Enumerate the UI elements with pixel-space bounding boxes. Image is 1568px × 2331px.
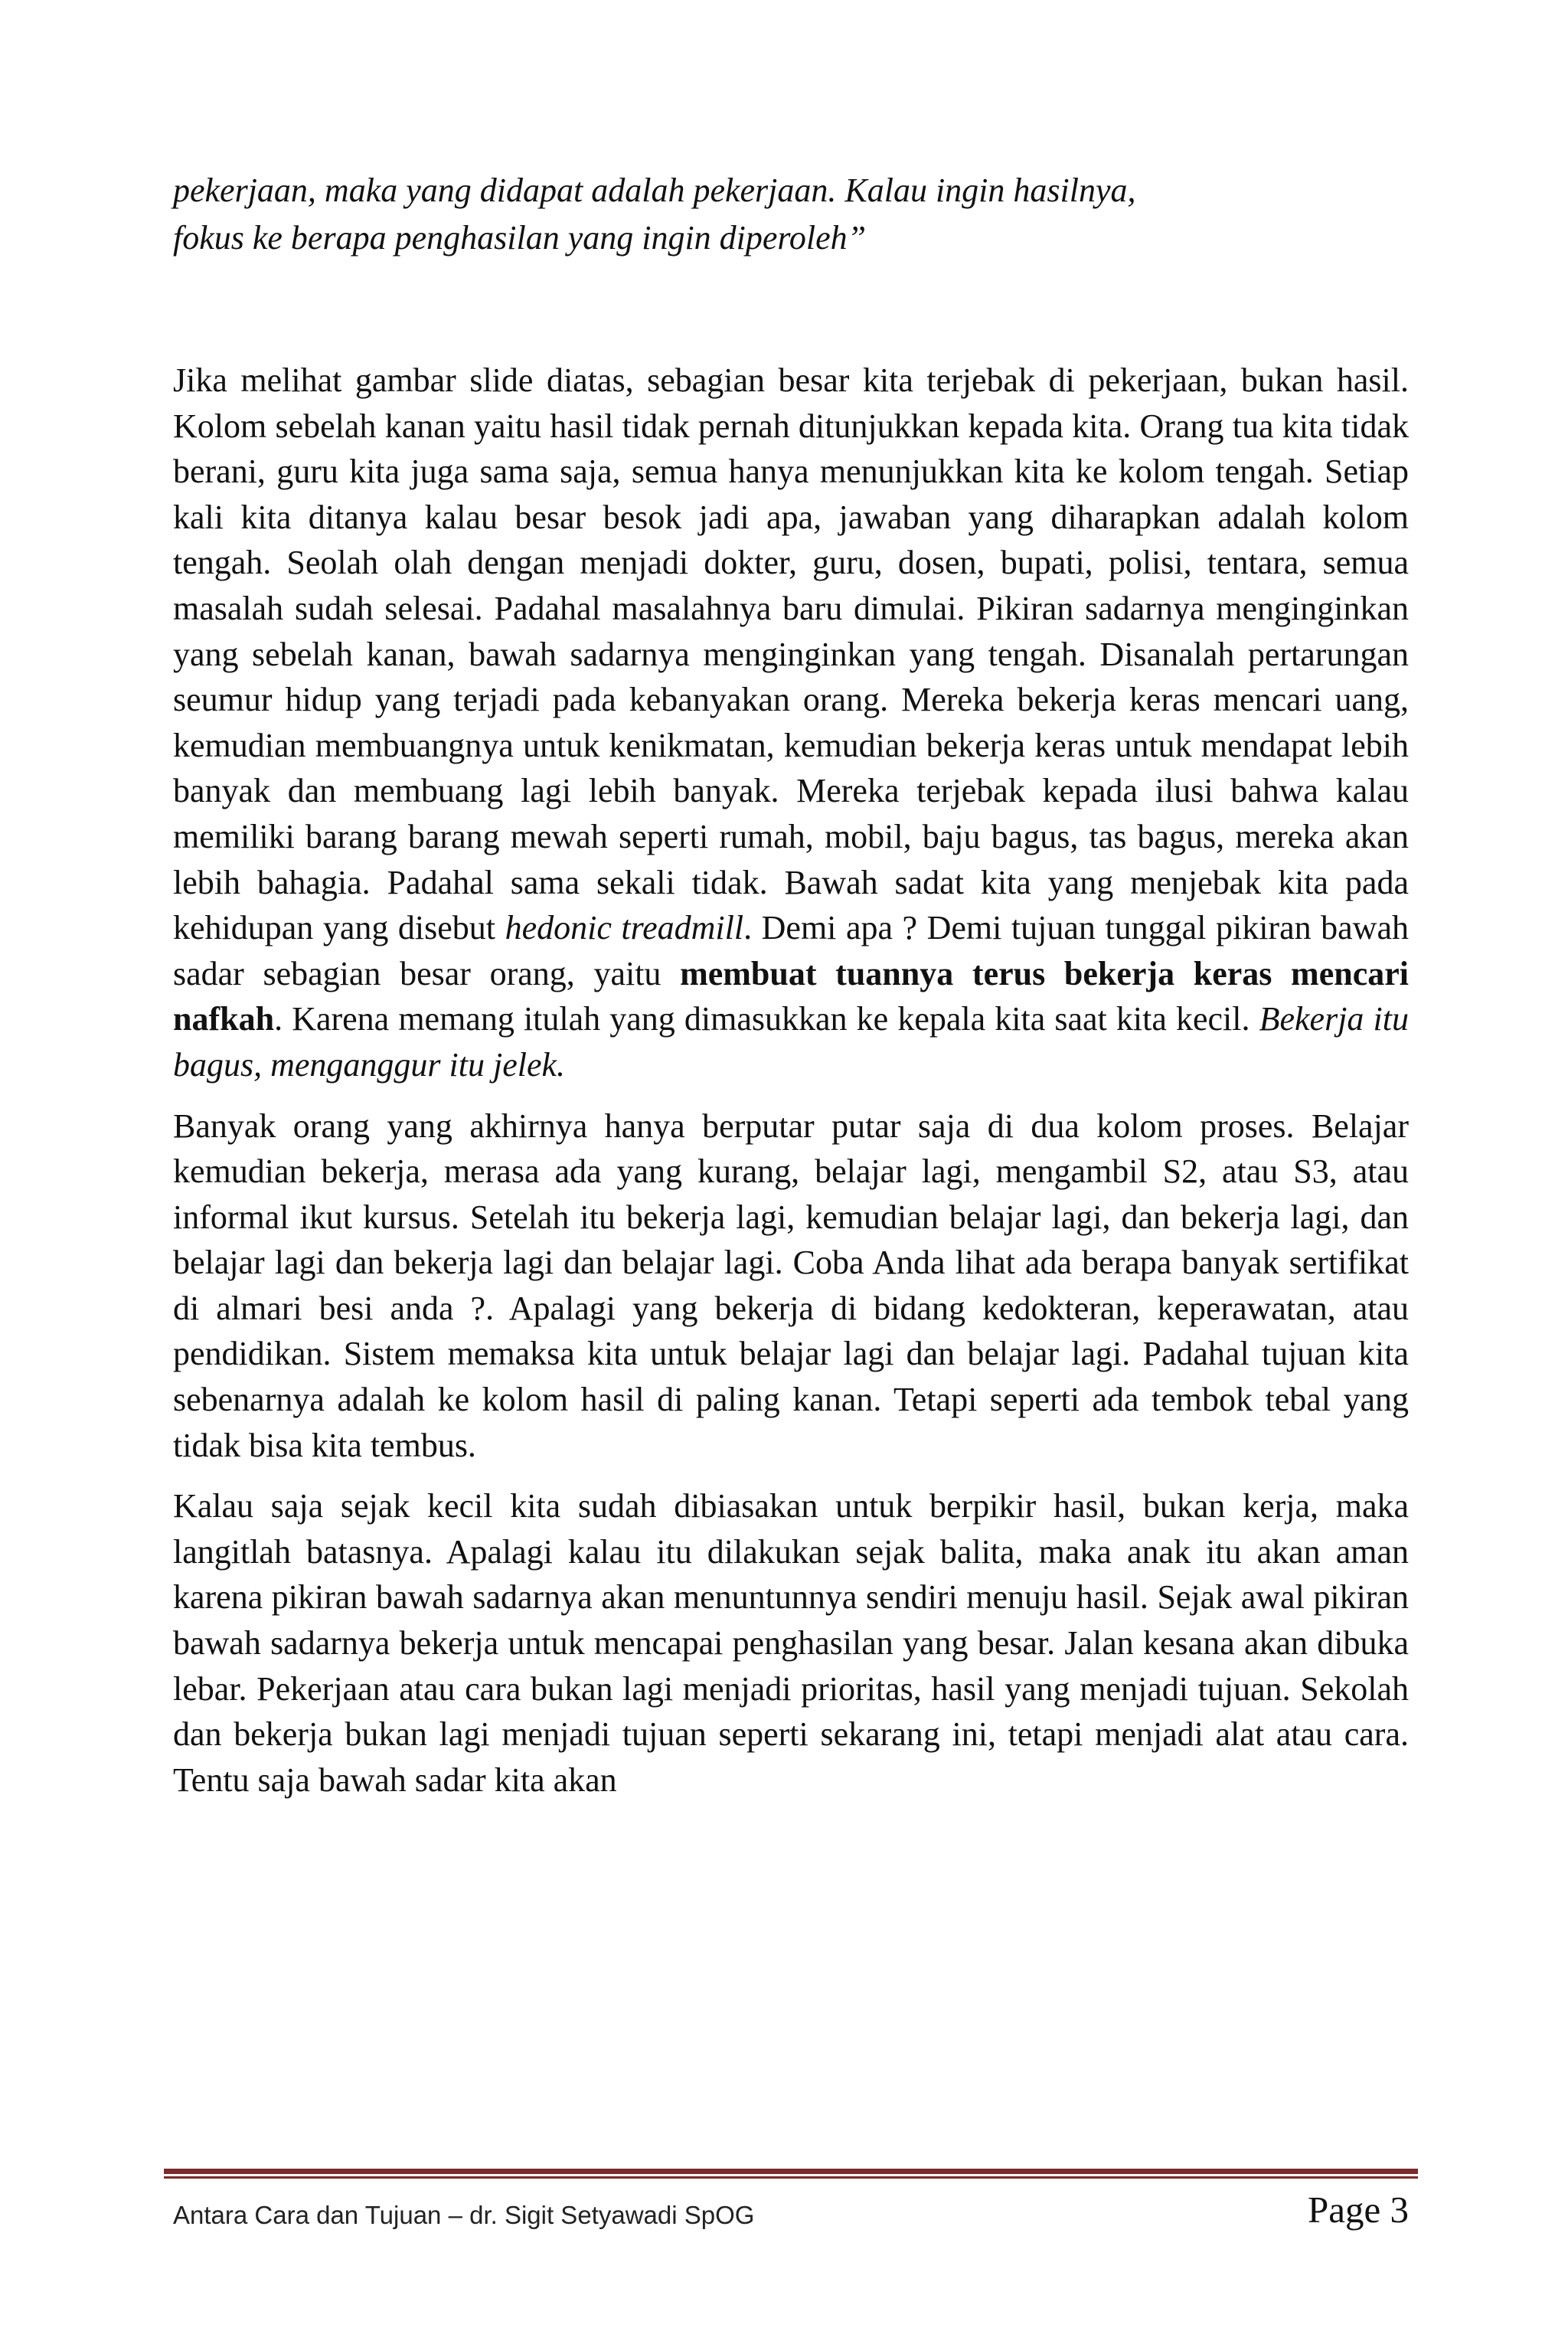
bold-phrase: membuat tuannya terus bekerja keras mencari nafkah <box>173 954 1409 1038</box>
paragraph-2: Banyak orang yang akhirnya hanya berputar putar saja di dua kolom proses. Belajar kemudian bekerja, merasa ada yang kurang, belajar lagi, mengambil S2, atau S3, atau informal ikut kursus. Setelah itu bekerja lagi, kemudian belajar lagi, dan bekerja lagi, dan belajar lagi dan bekerja lagi dan belajar lagi. Coba Anda lihat ada berapa banyak sertifikat di almari besi anda ?. Apalagi yang bekerja di bidang kedokteran, keperawatan, atau pendidikan. Sistem memaksa kita untuk belajar lagi dan belajar lagi. Padahal tujuan kita sebenarnya adalah ke kolom hasil di paling kanan. Tetapi seperti ada tembok tebal yang tidak bisa kita tembus. <box>173 1107 1409 1464</box>
page-body <box>173 167 1409 1803</box>
page-number: Page 3 <box>1308 2189 1409 2231</box>
italic-saying: Bekerja itu bagus, menganggur itu jelek. <box>173 1000 1409 1084</box>
paragraph-1-text-b: . Demi apa ? Demi tujuan tunggal pikiran bawah sadar sebagian besar orang, yaitu <box>173 909 1409 992</box>
footer-running-title: Antara Cara dan Tujuan – dr. Sigit Setyawadi SpOG <box>173 2201 755 2229</box>
footer-divider-thin <box>164 2176 1418 2179</box>
paragraph-1 <box>173 358 1409 1088</box>
italic-term-hedonic-treadmill: hedonic treadmill <box>505 909 744 947</box>
footer-divider-thick <box>164 2169 1418 2174</box>
quote-continuation <box>173 167 1409 262</box>
footer-divider <box>164 2169 1418 2179</box>
quote-line-2: fokus ke berapa penghasilan yang ingin diperoleh” <box>173 219 867 257</box>
paragraph-3: Kalau saja sejak kecil kita sudah dibiasakan untuk berpikir hasil, bukan kerja, maka langitlah batasnya. Apalagi kalau itu dilakukan sejak balita, maka anak itu akan aman karena pikiran bawah sadarnya akan menuntunnya sendiri menuju hasil. Sejak awal pikiran bawah sadarnya bekerja untuk mencapai penghasilan yang besar. Jalan kesana akan dibuka lebar. Pekerjaan atau cara bukan lagi menjadi prioritas, hasil yang menjadi tujuan. Sekolah dan bekerja bukan lagi menjadi tujuan seperti sekarang ini, tetapi menjadi alat atau cara. Tentu saja bawah sadar kita akan <box>173 1487 1409 1799</box>
paragraph-1-text-c: . Karena memang itulah yang dimasukkan ke kepala kita saat kita kecil. <box>274 1000 1259 1038</box>
quote-line-1: pekerjaan, maka yang didapat adalah pekerjaan. Kalau ingin hasilnya, <box>173 172 1136 209</box>
paragraph-1-text-a: Jika melihat gambar slide diatas, sebagian besar kita terjebak di pekerjaan, bukan hasil. Kolom sebelah kanan yaitu hasil tidak pernah ditunjukkan kepada kita. Orang tua kita tidak berani, guru kita juga sama saja, semua hanya menunjukkan kita ke kolom tengah. Setiap kali kita ditanya kalau besar besok jadi apa, jawaban yang diharapkan adalah kolom tengah. Seolah olah dengan menjadi dokter, guru, dosen, bupati, polisi, tentara, semua masalah sudah selesai. Padahal masalahnya baru dimulai. Pikiran sadarnya menginginkan yang sebelah kanan, bawah sadarnya menginginkan yang tengah. Disanalah pertarungan seumur hidup yang terjadi pada kebanyakan orang. Mereka bekerja keras mencari uang, kemudian membuangnya untuk kenikmatan, kemudian bekerja keras untuk mendapat lebih banyak dan membuang lagi lebih banyak. Mereka terjebak kepada ilusi bahwa kalau memiliki barang barang mewah seperti rumah, mobil, baju bagus, tas bagus, mereka akan lebih bahagia. Padahal sama sekali tidak. Bawah sadat kita yang menjebak kita pada kehidupan yang disebut <box>173 361 1409 947</box>
